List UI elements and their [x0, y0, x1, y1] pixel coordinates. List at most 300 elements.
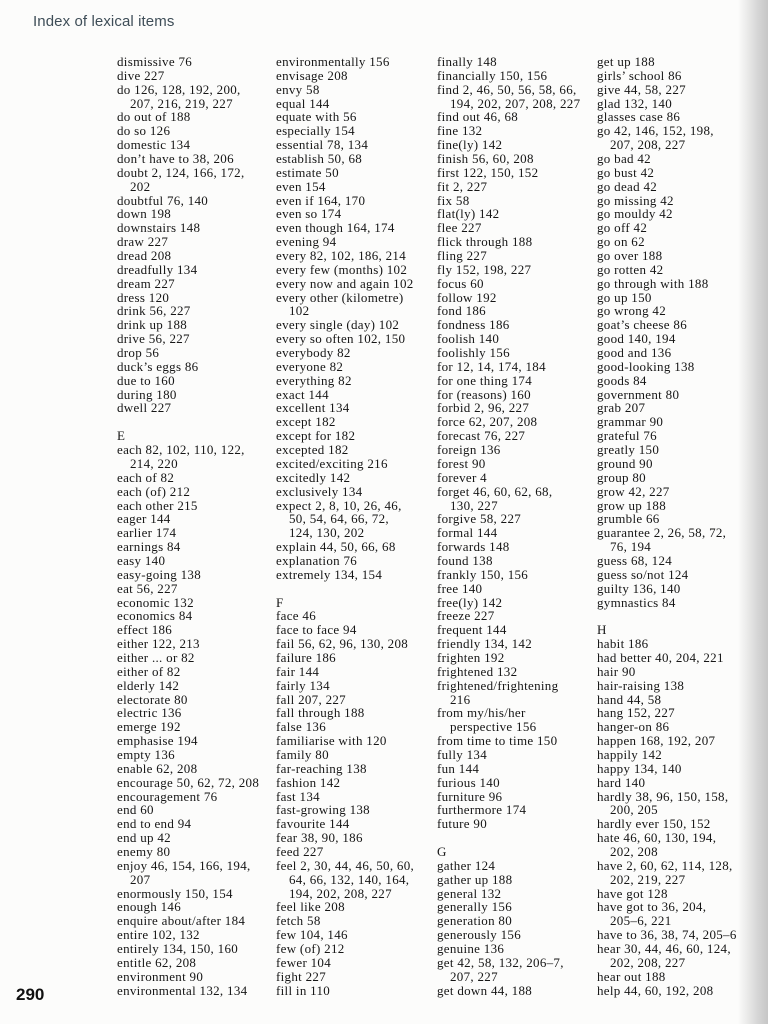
index-entry — [276, 942, 426, 956]
entry-line: first 122, 150, 152 — [437, 164, 539, 180]
entry-line: help 44, 60, 192, 208 — [597, 982, 714, 998]
entry-line: end up 42 — [117, 830, 171, 846]
index-entry — [437, 914, 587, 928]
entry-continuation-line: 200, 205 — [610, 802, 658, 818]
index-entry — [597, 415, 747, 429]
index-entry — [437, 471, 587, 485]
index-entry — [276, 124, 426, 138]
entry-line: don’t have to 38, 206 — [117, 151, 234, 167]
entry-line: happily 142 — [597, 746, 663, 762]
index-entry — [597, 706, 747, 720]
index-entry — [276, 401, 426, 415]
entry-line: happen 168, 192, 207 — [597, 733, 716, 749]
index-entry — [437, 152, 587, 166]
index-entry — [437, 512, 587, 526]
index-entry — [597, 790, 747, 818]
index-entry — [276, 388, 426, 402]
index-entry — [117, 194, 267, 208]
index-entry — [117, 69, 267, 83]
entry-continuation-line: 130, 227 — [450, 497, 498, 513]
index-entry — [597, 665, 747, 679]
entry-line: do 126, 128, 192, 200, — [117, 81, 241, 97]
entry-line: family 80 — [276, 746, 329, 762]
index-entry — [117, 762, 267, 776]
entry-line: each (of) 212 — [117, 483, 191, 499]
entry-line: generously 156 — [437, 927, 521, 943]
entry-line: focus 60 — [437, 275, 484, 291]
index-entry — [597, 194, 747, 208]
index-entry — [117, 360, 267, 374]
index-entry — [117, 540, 267, 554]
entry-line: foolishly 156 — [437, 345, 510, 361]
index-entry — [437, 429, 587, 443]
entry-line: good and 136 — [597, 345, 672, 361]
entry-line: face to face 94 — [276, 622, 357, 638]
entry-line: face 46 — [276, 608, 316, 624]
index-entry — [117, 554, 267, 568]
entry-line: fast 134 — [276, 788, 320, 804]
entry-line: hardly ever 150, 152 — [597, 816, 711, 832]
entry-line: go wrong 42 — [597, 303, 667, 319]
index-entry — [276, 651, 426, 665]
index-entry — [276, 346, 426, 360]
entry-line: flick through 188 — [437, 234, 533, 250]
index-entry — [276, 928, 426, 942]
entry-line: dread 208 — [117, 248, 172, 264]
entry-line: habit 186 — [597, 636, 649, 652]
index-entry — [437, 83, 587, 111]
entry-line: frightened 132 — [437, 663, 518, 679]
entry-line: feed 227 — [276, 843, 324, 859]
entry-line: forwards 148 — [437, 539, 510, 555]
entry-line: extremely 134, 154 — [276, 566, 383, 582]
index-entry — [117, 831, 267, 845]
entry-line: go bad 42 — [597, 151, 651, 167]
index-entry — [117, 984, 267, 998]
entry-line: hang 152, 227 — [597, 705, 675, 721]
entry-line: essential 78, 134 — [276, 137, 369, 153]
index-entry — [276, 166, 426, 180]
entry-line: free(ly) 142 — [437, 594, 503, 610]
index-entry — [276, 263, 426, 277]
index-entry — [597, 942, 747, 970]
entry-line: goat’s cheese 86 — [597, 317, 687, 333]
index-entry — [276, 360, 426, 374]
entry-line: draw 227 — [117, 234, 169, 250]
index-entry — [437, 485, 587, 513]
entry-line: for 12, 14, 174, 184 — [437, 358, 546, 374]
entry-line: electric 136 — [117, 705, 182, 721]
index-entry — [597, 318, 747, 332]
entry-line: free 140 — [437, 580, 483, 596]
entry-line: have got to 36, 204, — [597, 899, 707, 915]
entry-continuation-line: 214, 220 — [130, 455, 178, 471]
entry-line: fly 152, 198, 227 — [437, 261, 532, 277]
entry-line: frighten 192 — [437, 649, 505, 665]
entry-line: everything 82 — [276, 372, 352, 388]
entry-line: have 2, 60, 62, 114, 128, — [597, 857, 733, 873]
entry-line: hair-raising 138 — [597, 677, 685, 693]
entry-line: go missing 42 — [597, 192, 674, 208]
entry-line: formal 144 — [437, 525, 498, 541]
entry-line: either ... or 82 — [117, 649, 195, 665]
index-entry — [437, 679, 587, 707]
entry-line: hanger-on 86 — [597, 719, 670, 735]
index-entry — [437, 928, 587, 942]
entry-line: for (reasons) 160 — [437, 386, 531, 402]
entry-line: fine(ly) 142 — [437, 137, 503, 153]
entry-line: even so 174 — [276, 206, 342, 222]
entry-line: every now and again 102 — [276, 275, 414, 291]
entry-line: environment 90 — [117, 968, 204, 984]
entry-line: encouragement 76 — [117, 788, 218, 804]
entry-line: goods 84 — [597, 372, 647, 388]
entry-line: dive 227 — [117, 67, 165, 83]
entry-line: fill in 110 — [276, 982, 331, 998]
index-entry — [276, 734, 426, 748]
entry-line: explain 44, 50, 66, 68 — [276, 539, 396, 555]
index-entry — [597, 346, 747, 360]
entry-line: go through with 188 — [597, 275, 709, 291]
entry-line: future 90 — [437, 816, 487, 832]
entry-line: finish 56, 60, 208 — [437, 151, 534, 167]
entry-line: enough 146 — [117, 899, 182, 915]
index-entry — [597, 582, 747, 596]
entry-line: gymnastics 84 — [597, 594, 676, 610]
index-entry — [437, 762, 587, 776]
index-entry — [437, 637, 587, 651]
index-entry — [597, 374, 747, 388]
entry-line: elderly 142 — [117, 677, 180, 693]
entry-line: every other (kilometre) — [276, 289, 404, 305]
index-entry — [437, 277, 587, 291]
index-entry — [117, 596, 267, 610]
index-entry — [117, 471, 267, 485]
index-entry — [597, 693, 747, 707]
entry-continuation-line: 102 — [289, 303, 310, 319]
entry-line: forever 4 — [437, 469, 487, 485]
entry-line: earlier 174 — [117, 525, 177, 541]
entry-continuation-line: 76, 194 — [610, 539, 652, 555]
entry-line: foreign 136 — [437, 442, 501, 458]
entry-line: good 140, 194 — [597, 331, 676, 347]
entry-line: go bust 42 — [597, 164, 655, 180]
index-entry — [597, 97, 747, 111]
index-entry — [117, 748, 267, 762]
index-entry — [276, 665, 426, 679]
entry-line: estimate 50 — [276, 164, 339, 180]
entry-line: hear out 188 — [597, 968, 666, 984]
entry-line: from time to time 150 — [437, 733, 558, 749]
entry-line: fall 207, 227 — [276, 691, 346, 707]
entry-line: for one thing 174 — [437, 372, 533, 388]
entry-line: frequent 144 — [437, 622, 507, 638]
entry-line: grammar 90 — [597, 414, 664, 430]
index-entry — [117, 900, 267, 914]
entry-line: either of 82 — [117, 663, 181, 679]
index-column — [117, 55, 267, 997]
index-entry — [117, 332, 267, 346]
entry-continuation-line: 207, 216, 219, 227 — [130, 95, 233, 111]
entry-line: eat 56, 227 — [117, 580, 178, 596]
entry-line: foolish 140 — [437, 331, 500, 347]
index-entry — [437, 443, 587, 457]
index-entry — [117, 124, 267, 138]
entry-line: drive 56, 227 — [117, 331, 190, 347]
index-entry — [276, 693, 426, 707]
entry-line: few 104, 146 — [276, 927, 348, 943]
entry-line: follow 192 — [437, 289, 497, 305]
index-entry — [597, 831, 747, 859]
index-entry — [597, 679, 747, 693]
entry-line: friendly 134, 142 — [437, 636, 533, 652]
index-entry — [276, 110, 426, 124]
index-entry — [597, 152, 747, 166]
index-entry — [437, 900, 587, 914]
entry-line: fear 38, 90, 186 — [276, 830, 363, 846]
entry-line: dreadfully 134 — [117, 261, 198, 277]
entry-line: force 62, 207, 208 — [437, 414, 538, 430]
index-entry — [276, 817, 426, 831]
index-entry — [437, 69, 587, 83]
index-entry — [597, 651, 747, 665]
index-entry — [437, 609, 587, 623]
entry-line: every few (months) 102 — [276, 261, 408, 277]
entry-line: fail 56, 62, 96, 130, 208 — [276, 636, 409, 652]
index-column — [276, 55, 426, 997]
index-entry — [597, 859, 747, 887]
index-entry — [597, 110, 747, 124]
entry-line: emerge 192 — [117, 719, 181, 735]
index-entry — [276, 970, 426, 984]
index-entry — [117, 166, 267, 194]
index-entry — [437, 346, 587, 360]
index-entry — [437, 803, 587, 817]
entry-line: every so often 102, 150 — [276, 331, 406, 347]
index-entry — [597, 332, 747, 346]
index-entry — [117, 665, 267, 679]
entry-line: go 42, 146, 152, 198, — [597, 123, 714, 139]
entry-line: find out 46, 68 — [437, 109, 519, 125]
entry-line: freeze 227 — [437, 608, 495, 624]
index-entry — [597, 471, 747, 485]
entry-line: during 180 — [117, 386, 177, 402]
index-entry — [276, 415, 426, 429]
entry-line: expect 2, 8, 10, 26, 46, — [276, 497, 402, 513]
index-entry — [276, 609, 426, 623]
index-entry — [437, 706, 587, 734]
index-entry — [276, 249, 426, 263]
index-entry — [597, 762, 747, 776]
entry-line: glad 132, 140 — [597, 95, 673, 111]
index-entry — [437, 623, 587, 637]
index-entry — [117, 485, 267, 499]
entry-line: greatly 150 — [597, 442, 660, 458]
entry-line: drink 56, 227 — [117, 303, 191, 319]
entry-line: explanation 76 — [276, 552, 358, 568]
entry-line: flat(ly) 142 — [437, 206, 500, 222]
entry-line: doubt 2, 124, 166, 172, — [117, 164, 245, 180]
index-entry — [117, 318, 267, 332]
index-entry — [437, 582, 587, 596]
entry-line: exact 144 — [276, 386, 329, 402]
entry-line: down 198 — [117, 206, 172, 222]
entry-line: group 80 — [597, 469, 646, 485]
entry-line: hate 46, 60, 130, 194, — [597, 830, 717, 846]
index-entry — [437, 540, 587, 554]
index-entry — [117, 609, 267, 623]
entry-line: every single (day) 102 — [276, 317, 400, 333]
entry-line: genuine 136 — [437, 941, 505, 956]
entry-continuation-line: 207, 208, 227 — [610, 137, 686, 153]
entry-line: enjoy 46, 154, 166, 194, — [117, 857, 251, 873]
index-entry — [276, 138, 426, 152]
index-entry — [437, 124, 587, 138]
entry-line: have got 128 — [597, 885, 668, 901]
entry-line: fond 186 — [437, 303, 486, 319]
index-entry — [437, 180, 587, 194]
entry-line: found 138 — [437, 552, 493, 568]
index-entry — [276, 194, 426, 208]
index-entry — [597, 388, 747, 402]
index-entry — [597, 124, 747, 152]
entry-line: domestic 134 — [117, 137, 191, 153]
index-entry — [276, 956, 426, 970]
letter-heading: E — [117, 428, 126, 444]
index-entry — [276, 83, 426, 97]
index-entry — [597, 429, 747, 443]
index-entry — [117, 235, 267, 249]
entry-line: fast-growing 138 — [276, 802, 370, 818]
index-entry — [117, 970, 267, 984]
index-entry — [117, 512, 267, 526]
index-entry — [597, 166, 747, 180]
index-entry — [437, 665, 587, 679]
entry-line: far-reaching 138 — [276, 760, 367, 776]
entry-line: fine 132 — [437, 123, 483, 139]
entry-line: frankly 150, 156 — [437, 566, 529, 582]
index-entry — [276, 180, 426, 194]
entry-continuation-line: 202 — [130, 178, 151, 194]
index-entry — [276, 679, 426, 693]
entry-line: have to 36, 38, 74, 205–6 — [597, 927, 737, 943]
entry-line: fling 227 — [437, 248, 488, 264]
entry-line: fix 58 — [437, 192, 470, 208]
index-entry — [437, 568, 587, 582]
entry-line: furniture 96 — [437, 788, 503, 804]
index-entry — [437, 374, 587, 388]
entry-line: either 122, 213 — [117, 636, 200, 652]
entry-line: grateful 76 — [597, 428, 657, 444]
index-entry — [276, 748, 426, 762]
entry-line: dismissive 76 — [117, 54, 193, 69]
index-entry — [597, 984, 747, 998]
index-entry — [117, 443, 267, 471]
entry-line: even 154 — [276, 178, 326, 194]
entry-line: favourite 144 — [276, 816, 350, 832]
index-entry — [597, 360, 747, 374]
index-entry — [117, 401, 267, 415]
entry-line: drop 56 — [117, 345, 160, 361]
index-entry — [437, 859, 587, 873]
index-entry — [276, 221, 426, 235]
index-entry — [276, 845, 426, 859]
entry-line: each other 215 — [117, 497, 198, 513]
entry-line: exclusively 134 — [276, 483, 363, 499]
index-entry — [597, 526, 747, 554]
entry-line: generally 156 — [437, 899, 513, 915]
index-entry — [437, 748, 587, 762]
index-entry — [276, 55, 426, 69]
index-entry — [117, 388, 267, 402]
entry-line: from my/his/her — [437, 705, 526, 721]
index-entry — [437, 360, 587, 374]
entry-line: gather up 188 — [437, 871, 513, 887]
entry-line: fun 144 — [437, 760, 480, 776]
entry-line: fit 2, 227 — [437, 178, 488, 194]
index-entry — [276, 207, 426, 221]
index-entry — [597, 180, 747, 194]
entry-line: guess so/not 124 — [597, 566, 689, 582]
index-entry — [276, 623, 426, 637]
entry-line: end to end 94 — [117, 816, 192, 832]
index-entry — [597, 235, 747, 249]
entry-continuation-line: 202, 219, 227 — [610, 871, 686, 887]
entry-line: even if 164, 170 — [276, 192, 366, 208]
entry-line: earnings 84 — [117, 539, 181, 555]
entry-line: hand 44, 58 — [597, 691, 662, 707]
entry-continuation-line: 216 — [450, 691, 471, 707]
entry-line: each 82, 102, 110, 122, — [117, 442, 245, 458]
index-entry — [117, 138, 267, 152]
index-entry — [597, 720, 747, 734]
entry-line: flee 227 — [437, 220, 482, 236]
index-entry — [597, 970, 747, 984]
entry-line: dwell 227 — [117, 400, 172, 416]
index-entry — [117, 83, 267, 111]
index-entry — [117, 291, 267, 305]
index-entry — [437, 984, 587, 998]
entry-line: finally 148 — [437, 54, 497, 69]
entry-line: fashion 142 — [276, 774, 341, 790]
entry-line: doubtful 76, 140 — [117, 192, 209, 208]
index-entry — [276, 443, 426, 457]
entry-line: hear 30, 44, 46, 60, 124, — [597, 941, 731, 956]
index-entry — [117, 110, 267, 124]
index-entry — [276, 97, 426, 111]
index-entry — [276, 776, 426, 790]
entry-line: grow 42, 227 — [597, 483, 670, 499]
index-entry — [276, 318, 426, 332]
entry-line: economics 84 — [117, 608, 193, 624]
entry-line: ground 90 — [597, 455, 653, 471]
entry-line: environmentally 156 — [276, 54, 390, 69]
entry-line: hardly 38, 96, 150, 158, — [597, 788, 729, 804]
entry-line: dream 227 — [117, 275, 175, 291]
index-entry — [117, 651, 267, 665]
index-entry — [437, 956, 587, 984]
index-entry — [437, 263, 587, 277]
index-entry — [276, 720, 426, 734]
page-number: 290 — [16, 985, 45, 1004]
index-entry — [117, 956, 267, 970]
entry-line: good-looking 138 — [597, 358, 695, 374]
index-entry — [437, 110, 587, 124]
entry-line: enemy 80 — [117, 843, 171, 859]
index-entry — [117, 374, 267, 388]
entry-line: few (of) 212 — [276, 941, 345, 956]
entry-continuation-line: 194, 202, 207, 208, 227 — [450, 95, 581, 111]
